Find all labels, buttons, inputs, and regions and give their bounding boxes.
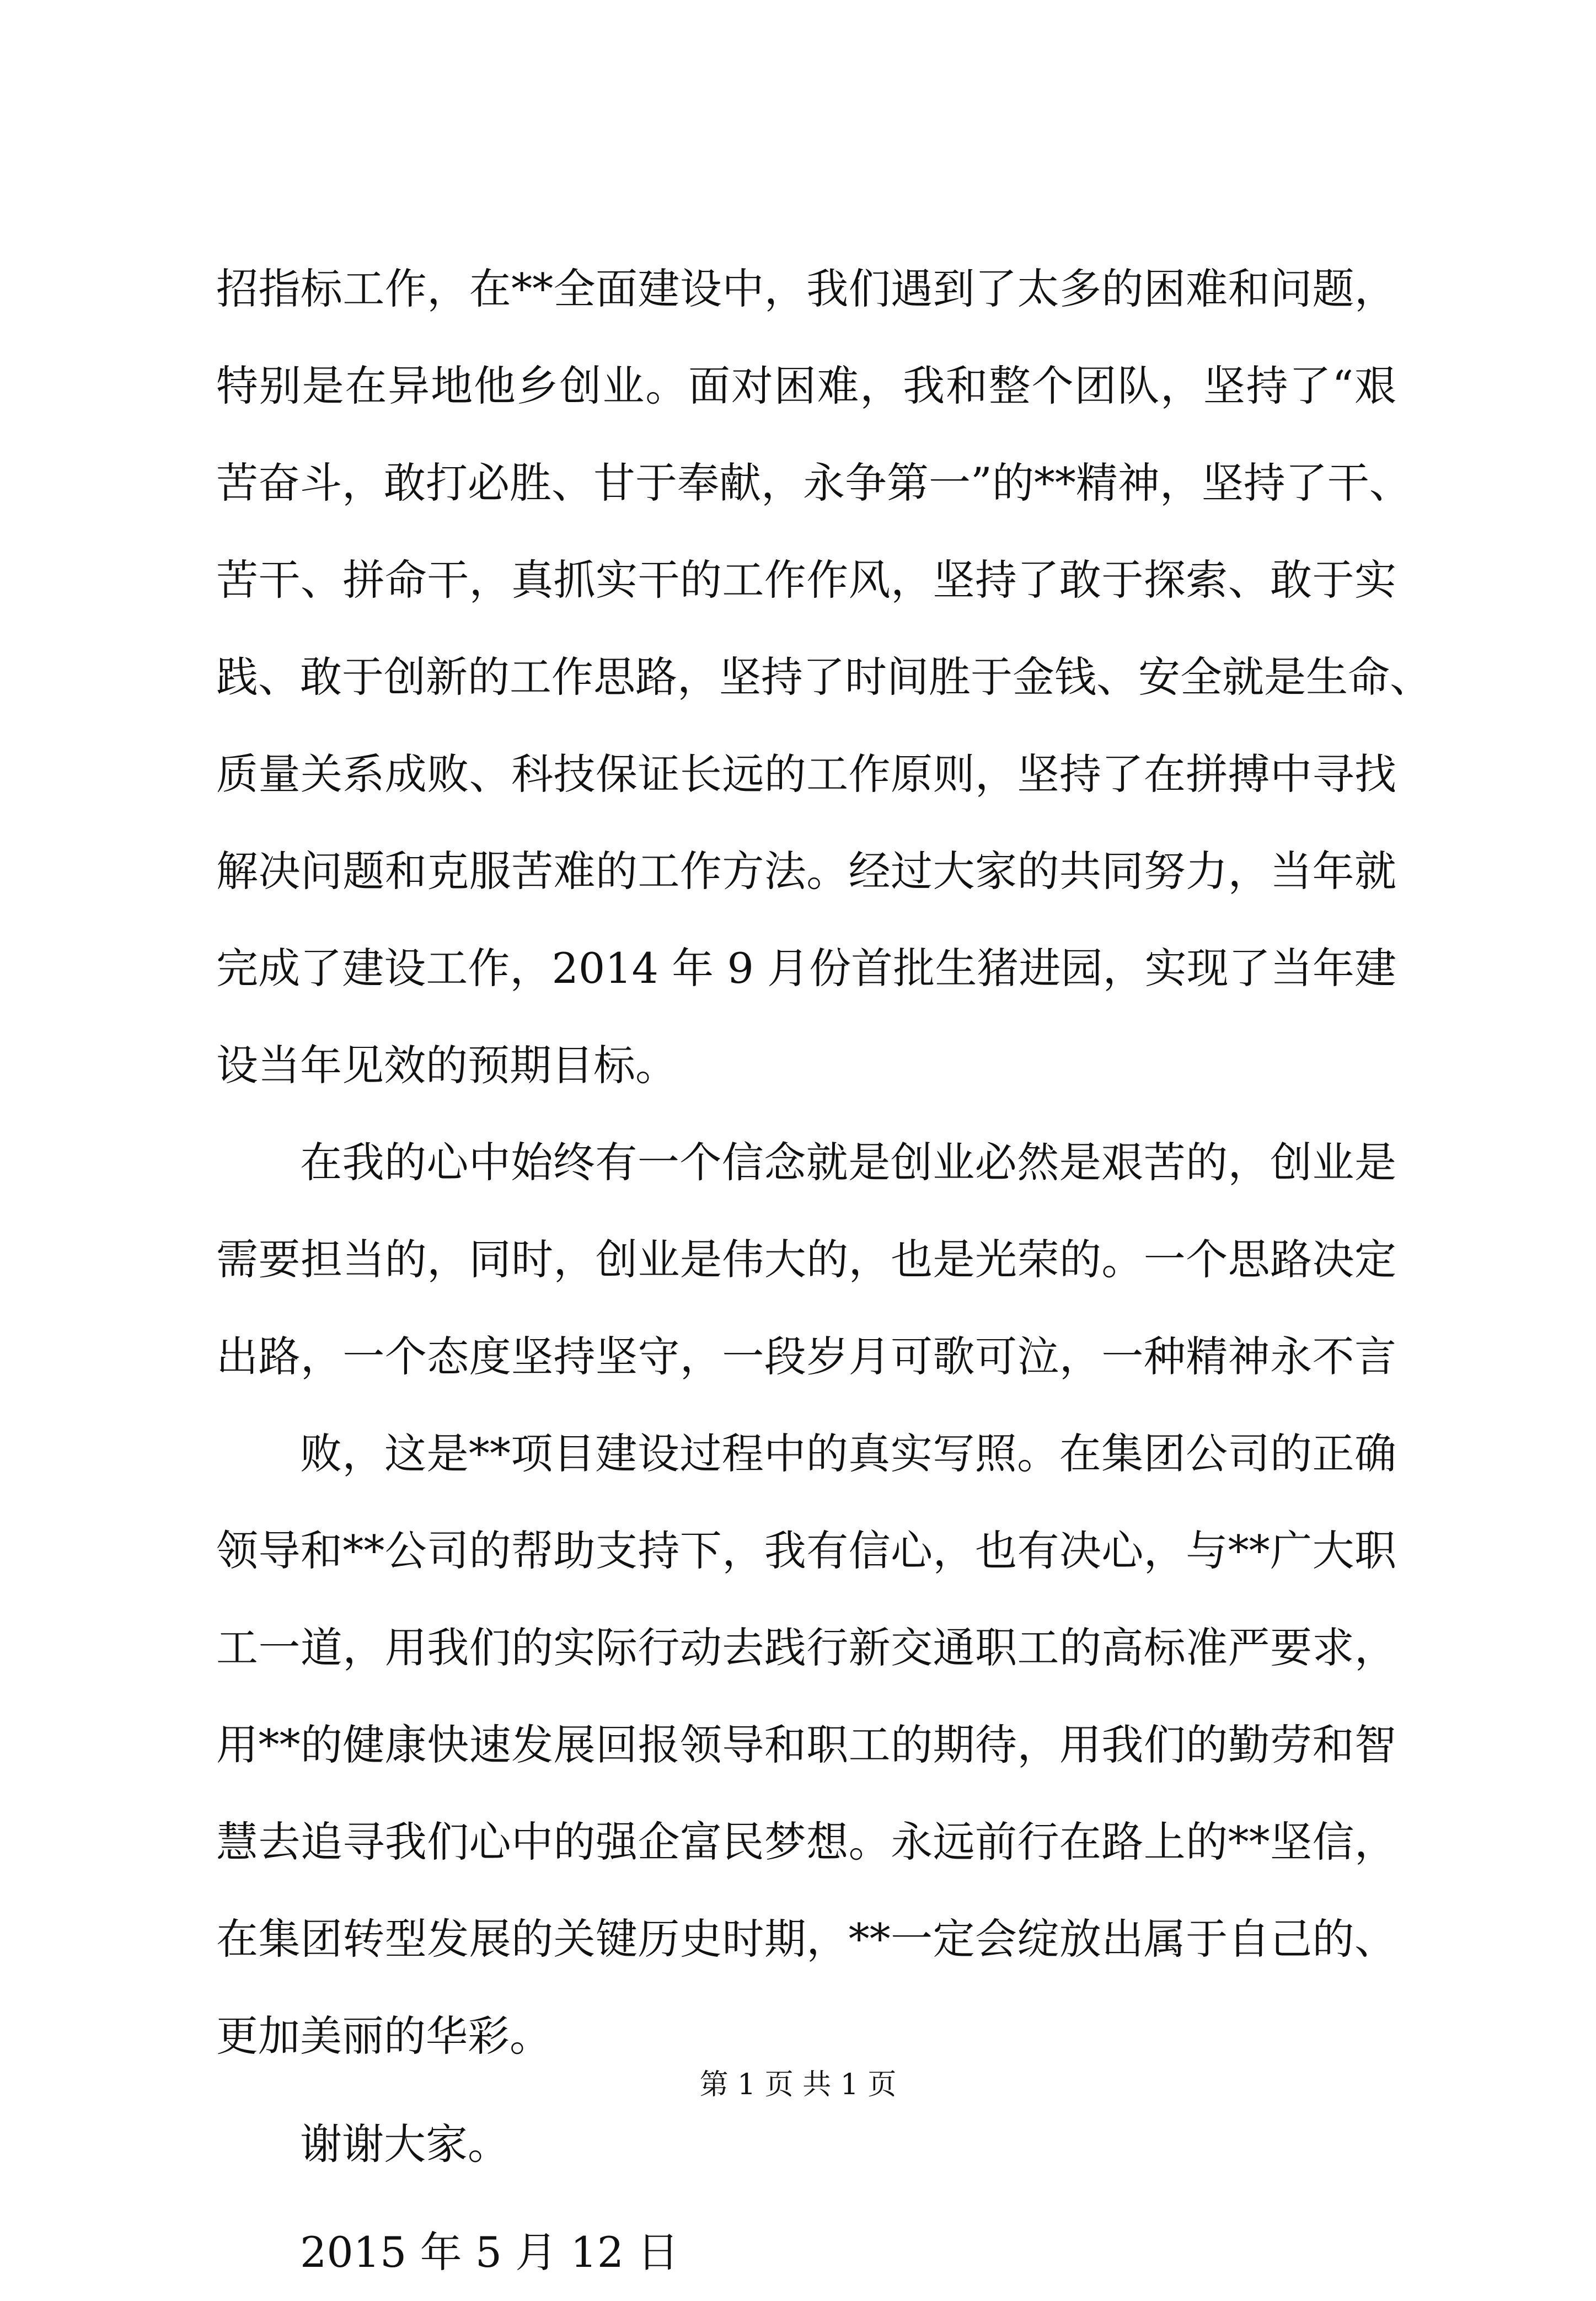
document-body: [216, 240, 1432, 2301]
body-line-10: 在我的心中始终有一个信念就是创业必然是艰苦的，创业是: [300, 1138, 1396, 1187]
body-line-19: 更加美丽的华彩。: [216, 2011, 551, 2061]
body-line-9: 设当年见效的预期目标。: [216, 1041, 677, 1090]
body-line-13: 败，这是**项目建设过程中的真实写照。在集团公司的正确: [300, 1429, 1396, 1478]
body-line-5: 践、敢于创新的工作思路，坚持了时间胜于金钱、安全就是生命、: [216, 652, 1432, 702]
body-line-12: 出路，一个态度坚持坚守，一段岁月可歌可泣，一种精神永不言: [216, 1332, 1396, 1381]
body-line-18: 在集团转型发展的关键历史时期，**一定会绽放出属于自己的、: [216, 1914, 1396, 1963]
body-line-6: 质量关系成败、科技保证长远的工作原则，坚持了在拼搏中寻找: [216, 750, 1396, 799]
closing-thanks: 谢谢大家。: [300, 2120, 510, 2169]
body-line-4: 苦干、拼命干，真抓实干的工作作风，坚持了敢于探索、敢于实: [216, 555, 1396, 604]
body-line-8: 完成了建设工作，2014 年 9 月份首批生猪进园，实现了当年建: [216, 944, 1396, 993]
body-line-3: 苦奋斗，敢打必胜、甘于奉献，永争第一”的**精神，坚持了干、: [216, 458, 1411, 507]
body-line-17: 慧去追寻我们心中的强企富民梦想。永远前行在路上的**坚信，: [216, 1817, 1396, 1866]
body-line-7: 解决问题和克服苦难的工作方法。经过大家的共同努力，当年就: [216, 847, 1396, 896]
body-line-11: 需要担当的，同时，创业是伟大的，也是光荣的。一个思路决定: [216, 1235, 1396, 1284]
body-line-15: 工一道，用我们的实际行动去践行新交通职工的高标准严要求，: [216, 1623, 1396, 1672]
body-line-14: 领导和**公司的帮助支持下，我有信心，也有决心，与**广大职: [216, 1526, 1396, 1575]
body-line-2: 特别是在异地他乡创业。面对困难，我和整个团队，坚持了“艰: [216, 361, 1396, 410]
page-number-footer: 第 1 页 共 1 页: [699, 2068, 897, 2101]
body-line-1: 招指标工作，在**全面建设中，我们遇到了太多的困难和问题，: [216, 264, 1396, 313]
document-date: 2015 年 5 月 12 日: [300, 2228, 679, 2277]
body-line-16: 用**的健康快速发展回报领导和职工的期待，用我们的勤劳和智: [216, 1720, 1396, 1769]
